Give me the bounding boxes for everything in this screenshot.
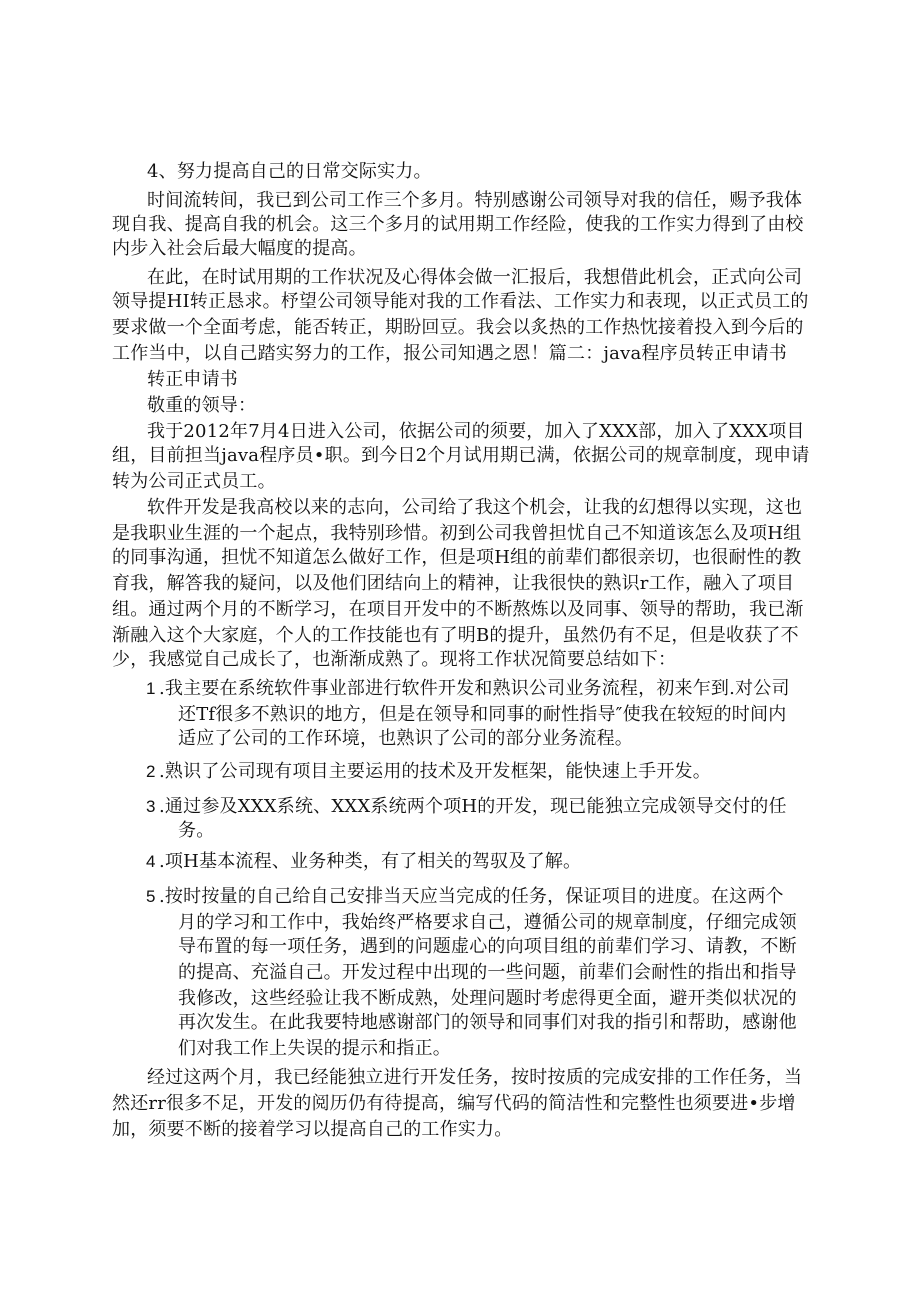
paragraph-line: 渐融入这个大家庭，个人的工作技能也有了明B的提升，虽然仍有不足，但是收获了不	[112, 625, 799, 646]
list-item-5-line: 再次发生。在此我要特地感谢部门的领导和同事们对我的指引和帮助，感谢他	[178, 1012, 797, 1033]
paragraph-line: 软件开发是我高校以来的志向，公司给了我这个机会，让我的幻想得以实现，这也	[147, 497, 803, 518]
paragraph-line: 组。通过两个月的不断学习，在项目开发中的不断熬炼以及同事、领导的帮助，我已渐	[112, 599, 804, 620]
list-number-5: 5	[146, 887, 156, 906]
paragraph-line: 然还rr很多不足，开发的阅历仍有待提高，编写代码的简洁性和完整性也须要进•步增	[112, 1093, 796, 1114]
list-item-1-line: 适应了公司的工作环境，也熟识了公司的部分业务流程。	[178, 728, 633, 749]
list-item-5-line: 们对我工作上失误的提示和指正。	[178, 1038, 451, 1059]
list-number-1: 1	[146, 679, 156, 698]
list-item-1-line: 还Tf很多不熟识的地方，但是在领导和同事的耐性指导″使我在较短的时间内	[178, 704, 787, 725]
paragraph-line: 我于2012年7月4日进入公司，依据公司的须要，加入了XXX部，加入了XXX项目	[147, 421, 805, 442]
list-number-3: 3	[146, 797, 156, 816]
list-item-5-line: .按时按量的自己给自己安排当天应当完成的任务，保证项目的进度。在这两个	[159, 886, 784, 907]
paragraph-line: 转为公司正式员工。	[112, 471, 276, 492]
list-item-1-line: .我主要在系统软件事业部进行软件开发和熟识公司业务流程，初来乍到.对公司	[159, 678, 790, 699]
list-item-5-line: 导布置的每一项任务，遇到的问题虚心的向项目组的前辈们学习、请教，不断	[178, 936, 797, 957]
paragraph-line: 工作当中，以自己踏实努力的工作，报公司知遇之恩！篇二：java程序员转正申请书	[112, 343, 788, 364]
list-number-4: 4	[146, 852, 156, 871]
list-number-2: 2	[146, 762, 156, 781]
list-item-5-line: 的提高、充溢自己。开发过程中出现的一些问题，前辈们会耐性的指出和指导	[178, 962, 797, 983]
paragraph-line: 少，我感觉自己成长了，也渐渐成熟了。现将工作状况简要总结如下：	[112, 649, 677, 670]
paragraph-line: 经过这两个月，我已经能独立进行开发任务，按时按质的完成安排的工作任务，当	[147, 1067, 803, 1088]
list-item-3-line: .通过参及XXX系统、XXX系统两个项H的开发，现已能独立完成领导交付的任	[159, 796, 787, 817]
paragraph-line: 现自我、提高自我的机会。这三个多月的试用期工作经险，使我的工作实力得到了由校	[112, 214, 804, 235]
paragraph-line: 在此，在时试用期的工作状况及心得体会做一汇报后，我想借此机会，正式向公司	[147, 267, 803, 288]
paragraph-line: 加，须要不断的接着学习以提高自己的工作实力。	[112, 1119, 513, 1140]
document-title: 转正申请书	[147, 369, 238, 390]
list-item-5-line: 我修改，这些经验让我不断成熟，处理问题时考虑得更全面，避开类似状况的	[178, 988, 797, 1009]
paragraph-line: 内步入社会后最大幅度的提高。	[112, 238, 367, 259]
list-item-3-line: 务。	[178, 820, 215, 841]
paragraph-line: 组，目前担当java程序员•职。到今日2个月试用期已满，依据公司的规章制度，现申请	[112, 445, 810, 466]
paragraph-line: 领导提HI转正恳求。杼望公司领导能对我的工作看法、工作实力和表现，以正式员工的	[112, 291, 809, 312]
paragraph-line: 是我职业生涯的一个起点，我特别珍惜。初到公司我曾担忧自己不知道该怎么及项H组	[112, 523, 802, 544]
paragraph-line: 要求做一个全面考虑，能否转正，期盼回豆。我会以炙热的工作热忱接着投入到今后的	[112, 317, 804, 338]
paragraph-line: 的同事沟通，担忧不知道怎么做好工作，但是项H组的前辈们都很亲切，也很耐性的教	[112, 547, 802, 568]
paragraph-line: 时间流转间，我已到公司工作三个多月。特别感谢公司领导对我的信任，赐予我体	[147, 190, 803, 211]
list-item-4-line: .项H基本流程、业务种类，有了相关的驾驭及了解。	[159, 851, 582, 872]
paragraph-line: 育我，解答我的疑问，以及他们团结向上的精神，让我很快的熟识r工作，融入了项目	[112, 573, 795, 594]
list-item-5-line: 月的学习和工作中，我始终严格要求自己，遵循公司的规章制度，仔细完成领	[178, 912, 797, 933]
list-item-2-line: .熟识了公司现有项目主要运用的技术及开发框架，能快速上手开发。	[159, 761, 711, 782]
intro-item-4: 4、努力提高自己的日常交际实力。	[147, 161, 432, 182]
greeting: 敬重的领导：	[147, 395, 257, 416]
